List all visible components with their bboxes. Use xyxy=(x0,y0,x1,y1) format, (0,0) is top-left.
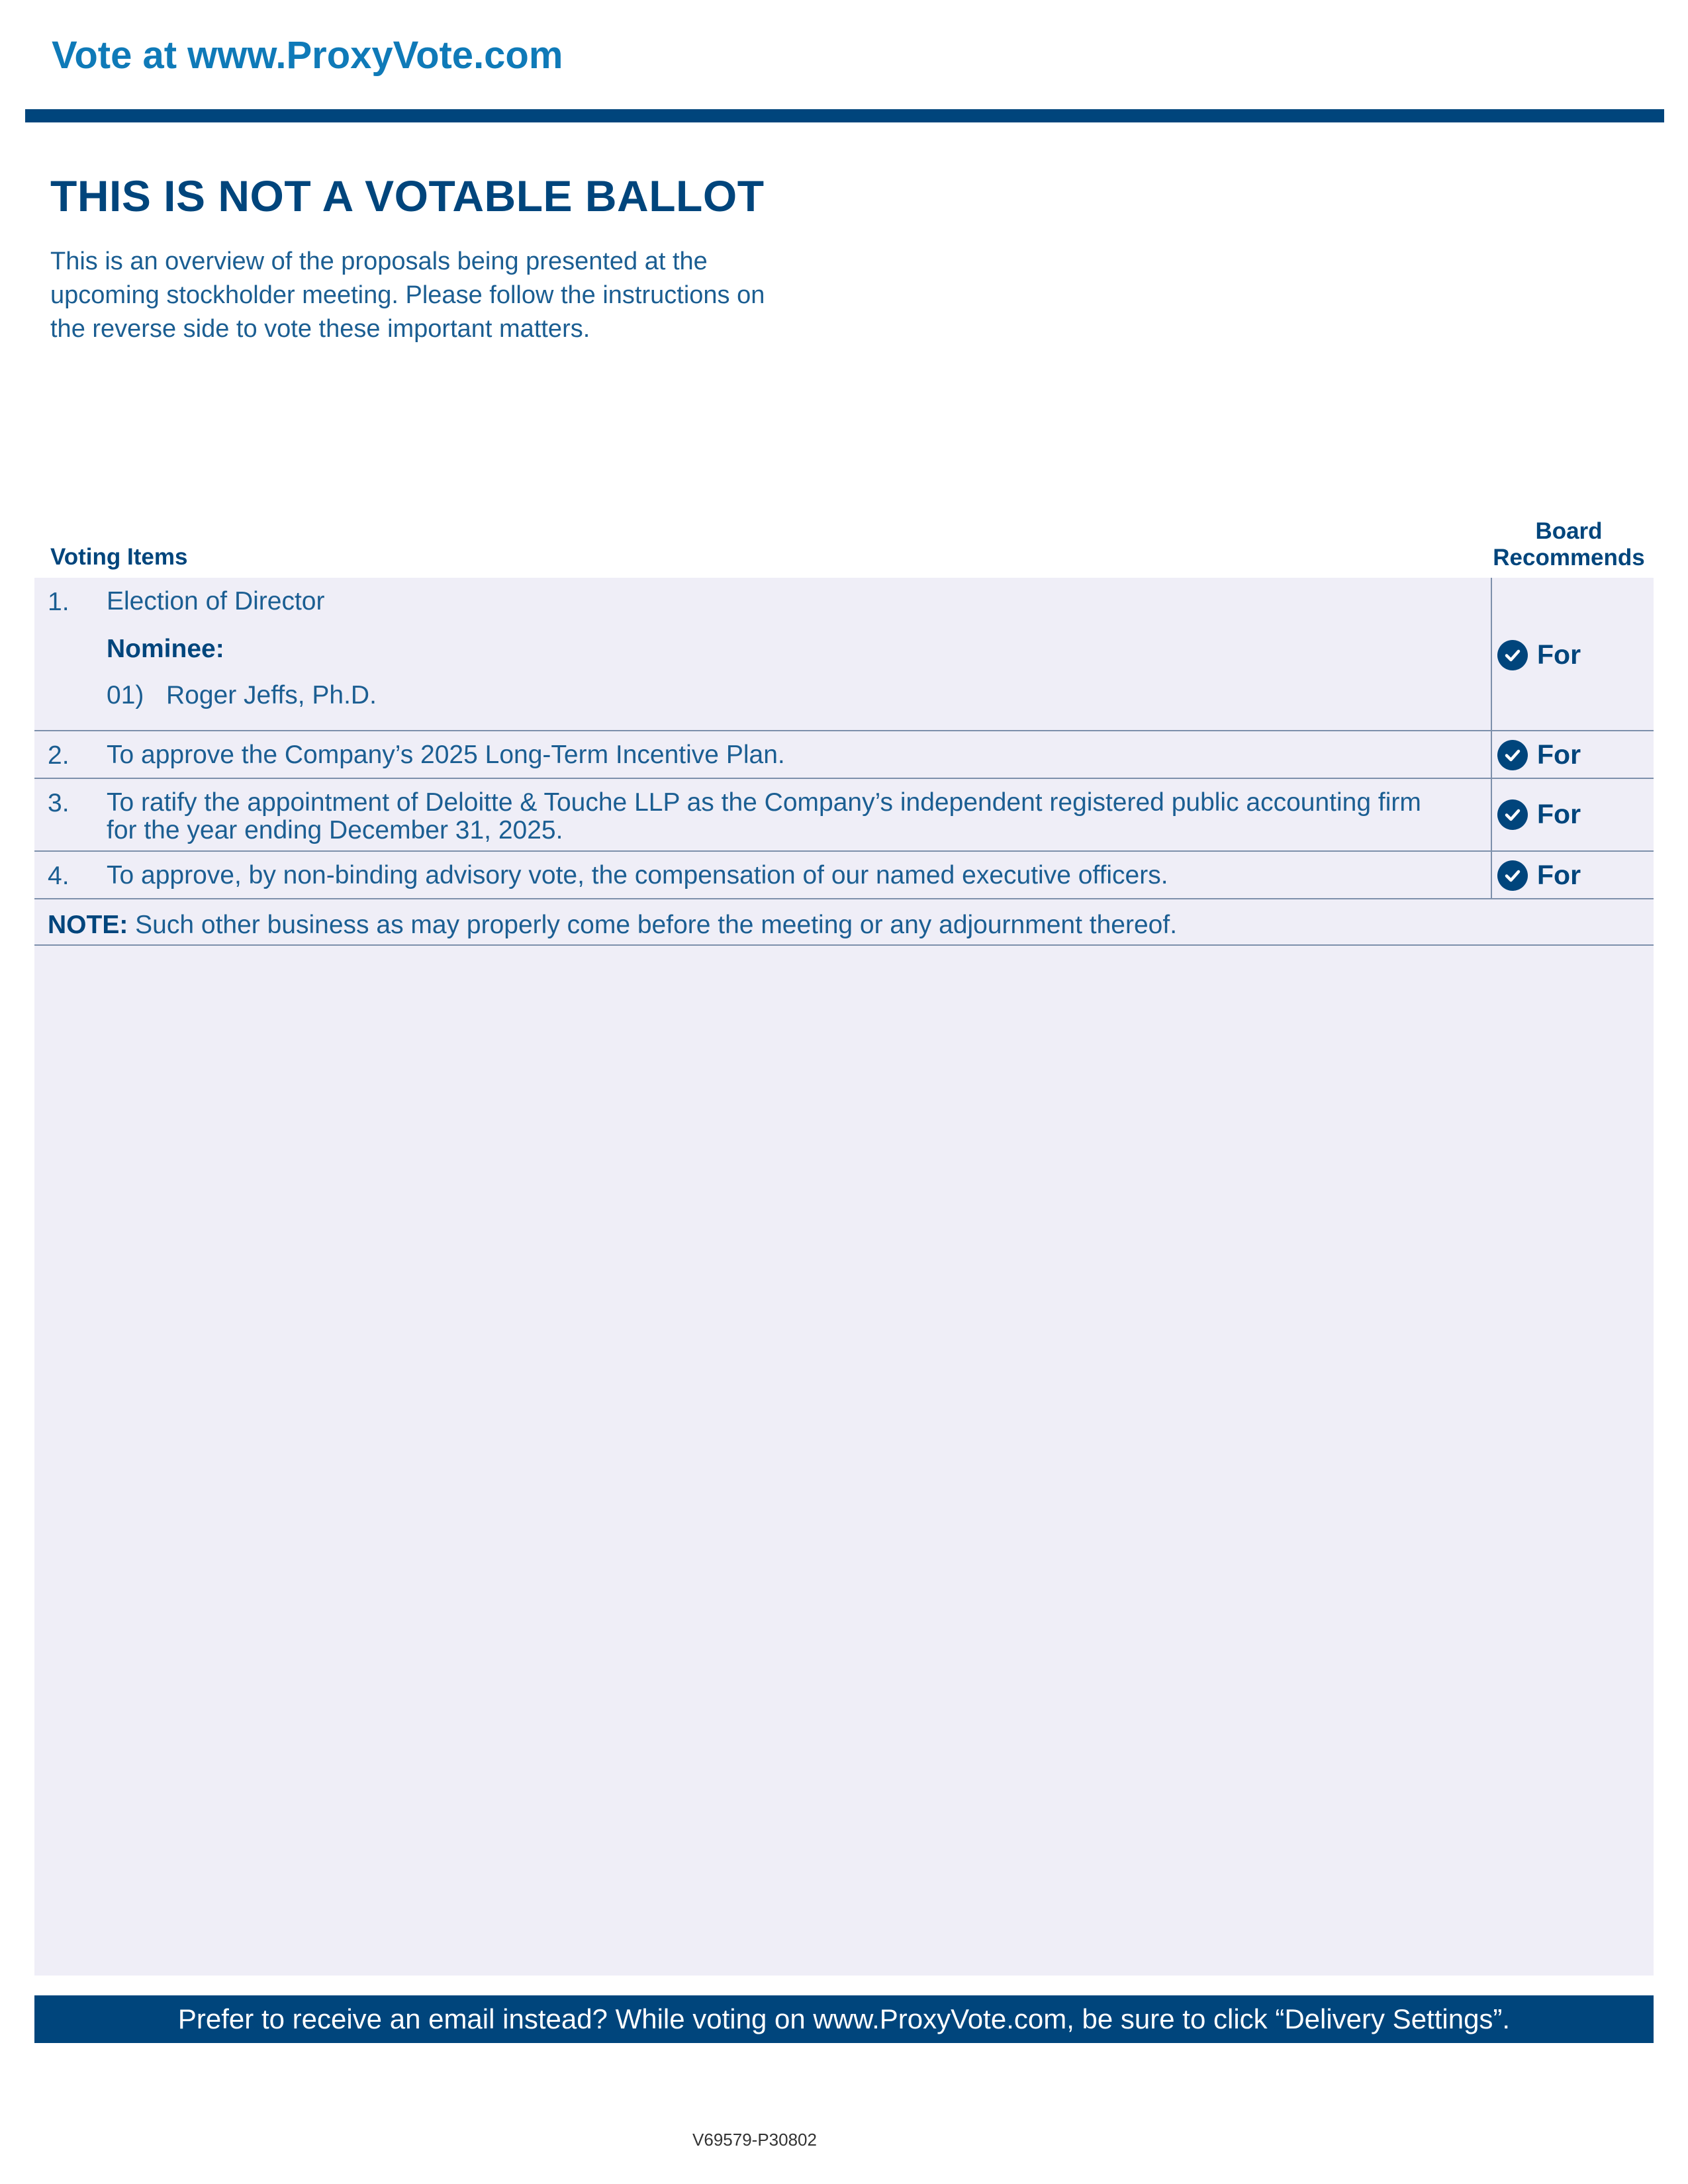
intro-line: upcoming stockholder meeting. Please follow the instructions on xyxy=(50,281,765,309)
check-circle-icon xyxy=(1497,640,1528,670)
intro-line: the reverse side to vote these important matters. xyxy=(50,315,590,343)
check-circle-icon xyxy=(1497,860,1528,891)
recommendation-label: For xyxy=(1537,860,1581,890)
item-text: for the year ending December 31, 2025. xyxy=(107,816,563,844)
board-recommends-header xyxy=(1486,518,1652,571)
item-text: To approve the Company’s 2025 Long-Term Incentive Plan. xyxy=(107,741,785,769)
item-number: 2. xyxy=(48,741,70,770)
item-text: Election of Director xyxy=(107,587,325,615)
note-text xyxy=(48,911,1177,940)
recommendation-label: For xyxy=(1537,639,1581,670)
recommendation-label: For xyxy=(1537,739,1581,770)
check-circle-icon xyxy=(1497,740,1528,770)
proxyvote-link[interactable]: Vote at www.ProxyVote.com xyxy=(52,34,563,77)
item-number: 1. xyxy=(48,588,70,616)
nominee-label: Nominee: xyxy=(107,635,224,663)
check-circle-icon xyxy=(1497,799,1528,830)
board-recommendation xyxy=(1497,739,1581,770)
board-header-line: Board xyxy=(1535,518,1603,544)
item-text: To approve, by non-binding advisory vote, the compensation of our named executive officers. xyxy=(107,861,1168,889)
column-divider xyxy=(1491,779,1492,850)
board-recommendation xyxy=(1497,860,1581,891)
intro-text xyxy=(50,245,884,346)
board-header-line: Recommends xyxy=(1493,545,1645,570)
item-number: 4. xyxy=(48,862,70,890)
footer-banner-text: Prefer to receive an email instead? While voting on www.ProxyVote.com, be sure to click “Delivery Settings”. xyxy=(177,2003,1511,2034)
nominee-name: Roger Jeffs, Ph.D. xyxy=(166,681,377,709)
board-recommendation xyxy=(1497,639,1581,670)
column-divider xyxy=(1491,731,1492,778)
header-divider xyxy=(25,109,1664,122)
item-number: 3. xyxy=(48,789,70,817)
column-divider xyxy=(1491,852,1492,898)
voting-items-header: Voting Items xyxy=(50,544,188,570)
page-title: THIS IS NOT A VOTABLE BALLOT xyxy=(50,171,765,220)
item-text: To ratify the appointment of Deloitte & Touche LLP as the Company’s independent registered public accounting firm xyxy=(107,788,1421,817)
note-label: NOTE: xyxy=(48,911,128,939)
document-code: V69579-P30802 xyxy=(692,2130,817,2150)
footer-banner xyxy=(34,1995,1654,2043)
note-body: Such other business as may properly come before the meeting or any adjournment thereof. xyxy=(128,911,1178,939)
board-recommendation xyxy=(1497,799,1581,830)
recommendation-label: For xyxy=(1537,799,1581,829)
column-divider xyxy=(1491,578,1492,730)
nominee-number: 01) xyxy=(107,681,144,709)
intro-line: This is an overview of the proposals being presented at the xyxy=(50,248,708,275)
